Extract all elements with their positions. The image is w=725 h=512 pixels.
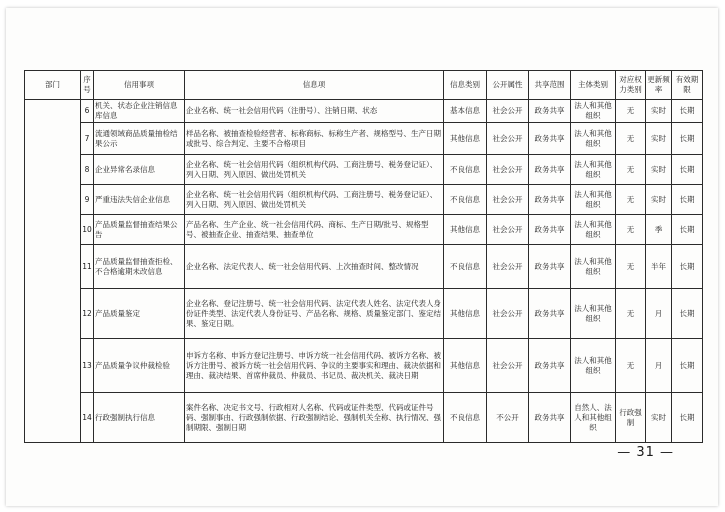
credit-item: 流通领域商品质量抽检结果公示 — [94, 123, 185, 155]
row-number: 13 — [81, 339, 94, 393]
credit-info-table — [24, 70, 703, 443]
info-category: 其他信息 — [444, 123, 487, 155]
credit-item: 产品质量监督抽查拒检、不合格逾期未改信息 — [94, 245, 185, 289]
share-scope: 政务共享 — [529, 215, 571, 245]
power-category: 无 — [616, 289, 646, 339]
table-row — [25, 155, 703, 185]
header-item: 信用事项 — [94, 71, 185, 100]
table-row — [25, 123, 703, 155]
share-scope: 政务共享 — [529, 245, 571, 289]
power-category: 无 — [616, 100, 646, 123]
header-freq: 更新频率 — [646, 71, 672, 100]
header-dept: 部门 — [25, 71, 81, 100]
info-items: 企业名称、法定代表人、统一社会信用代码、上次抽查时间、整改情况 — [185, 245, 444, 289]
valid-period: 长期 — [672, 123, 703, 155]
subject-category: 法人和其他组织 — [571, 215, 616, 245]
credit-item: 产品质量争议仲裁检验 — [94, 339, 185, 393]
share-scope: 政务共享 — [529, 155, 571, 185]
public-attribute: 社会公开 — [487, 289, 529, 339]
subject-category: 法人和其他组织 — [571, 123, 616, 155]
info-category: 不良信息 — [444, 155, 487, 185]
public-attribute: 社会公开 — [487, 185, 529, 215]
share-scope: 政务共享 — [529, 100, 571, 123]
credit-item: 严重违法失信企业信息 — [94, 185, 185, 215]
info-category: 基本信息 — [444, 100, 487, 123]
header-category: 信息类别 — [444, 71, 487, 100]
update-frequency: 月 — [646, 339, 672, 393]
table-row — [25, 339, 703, 393]
table-row — [25, 245, 703, 289]
credit-item: 企业异常名录信息 — [94, 155, 185, 185]
subject-category: 法人和其他组织 — [571, 100, 616, 123]
info-category: 不良信息 — [444, 185, 487, 215]
public-attribute: 社会公开 — [487, 123, 529, 155]
public-attribute: 社会公开 — [487, 339, 529, 393]
info-items: 申诉方名称、申诉方登记注册号、申诉方统一社会信用代码、被诉方名称、被诉方注册号、被诉方统一社会信用代码、争议的主要事实和理由、裁决依据和理由、裁决结果、首席仲裁员、仲裁员、书记员、裁决机关、裁决日期 — [185, 339, 444, 393]
credit-item: 产品质量监督抽查结果公告 — [94, 215, 185, 245]
power-category: 无 — [616, 215, 646, 245]
subject-category: 法人和其他组织 — [571, 155, 616, 185]
share-scope: 政务共享 — [529, 339, 571, 393]
valid-period: 长期 — [672, 393, 703, 443]
row-number: 7 — [81, 123, 94, 155]
info-items: 企业名称、统一社会信用代码（组织机构代码、工商注册号、税务登记证）、列入日期、列入原因、做出处罚机关 — [185, 155, 444, 185]
power-category: 行政强制 — [616, 393, 646, 443]
table-row — [25, 289, 703, 339]
table-row — [25, 393, 703, 443]
update-frequency: 实时 — [646, 123, 672, 155]
valid-period: 长期 — [672, 215, 703, 245]
public-attribute: 社会公开 — [487, 215, 529, 245]
info-category: 其他信息 — [444, 289, 487, 339]
document-page — [6, 8, 718, 506]
update-frequency: 实时 — [646, 393, 672, 443]
info-items: 案件名称、决定书文号、行政相对人名称、代码或证件类型、代码或证件号码、强制事由、行政强制依据、行政强制结论、强制机关全称、执行情况、强制期限、强制日期 — [185, 393, 444, 443]
row-number: 8 — [81, 155, 94, 185]
table-row — [25, 100, 703, 123]
subject-category: 自然人、法人和其他组织 — [571, 393, 616, 443]
credit-item: 机关、状态企业注销信息库信息 — [94, 100, 185, 123]
page-number: — 31 — — [617, 445, 674, 460]
power-category: 无 — [616, 245, 646, 289]
share-scope: 政务共享 — [529, 289, 571, 339]
update-frequency: 半年 — [646, 245, 672, 289]
subject-category: 法人和其他组织 — [571, 339, 616, 393]
info-items: 企业名称、统一社会信用代码（注册号）、注销日期、状态 — [185, 100, 444, 123]
update-frequency: 实时 — [646, 155, 672, 185]
info-category: 不良信息 — [444, 245, 487, 289]
valid-period: 长期 — [672, 185, 703, 215]
subject-category: 法人和其他组织 — [571, 185, 616, 215]
header-period: 有效期限 — [672, 71, 703, 100]
power-category: 无 — [616, 123, 646, 155]
info-category: 其他信息 — [444, 339, 487, 393]
dept-cell — [25, 100, 81, 443]
table-row — [25, 215, 703, 245]
valid-period: 长期 — [672, 100, 703, 123]
power-category: 无 — [616, 339, 646, 393]
header-power: 对应权力类别 — [616, 71, 646, 100]
info-items: 产品名称、生产企业、统一社会信用代码、商标、生产日期/批号、规格型号、被抽查企业、抽查结果、抽查单位 — [185, 215, 444, 245]
public-attribute: 社会公开 — [487, 245, 529, 289]
credit-item: 行政强制执行信息 — [94, 393, 185, 443]
info-category: 其他信息 — [444, 215, 487, 245]
header-row — [25, 71, 703, 100]
power-category: 无 — [616, 155, 646, 185]
valid-period: 长期 — [672, 155, 703, 185]
row-number: 14 — [81, 393, 94, 443]
header-no: 序号 — [81, 71, 94, 100]
header-public: 公开属性 — [487, 71, 529, 100]
update-frequency: 实时 — [646, 185, 672, 215]
share-scope: 政务共享 — [529, 123, 571, 155]
valid-period: 长期 — [672, 245, 703, 289]
info-category: 不良信息 — [444, 393, 487, 443]
row-number: 6 — [81, 100, 94, 123]
subject-category: 法人和其他组织 — [571, 289, 616, 339]
credit-item: 产品质量鉴定 — [94, 289, 185, 339]
valid-period: 长期 — [672, 339, 703, 393]
public-attribute: 社会公开 — [487, 100, 529, 123]
valid-period: 长期 — [672, 289, 703, 339]
update-frequency: 月 — [646, 289, 672, 339]
header-info: 信息项 — [185, 71, 444, 100]
header-subject: 主体类别 — [571, 71, 616, 100]
info-items: 样品名称、被抽查检验经营者、标称商标、标称生产者、规格型号、生产日期或批号、综合判定、主要不合格项目 — [185, 123, 444, 155]
share-scope: 政务共享 — [529, 185, 571, 215]
row-number: 12 — [81, 289, 94, 339]
info-items: 企业名称、统一社会信用代码（组织机构代码、工商注册号、税务登记证）、列入日期、列入原因、做出处罚机关 — [185, 185, 444, 215]
table-row — [25, 185, 703, 215]
update-frequency: 实时 — [646, 100, 672, 123]
power-category: 无 — [616, 185, 646, 215]
update-frequency: 季 — [646, 215, 672, 245]
public-attribute: 社会公开 — [487, 155, 529, 185]
subject-category: 法人和其他组织 — [571, 245, 616, 289]
row-number: 11 — [81, 245, 94, 289]
row-number: 9 — [81, 185, 94, 215]
share-scope: 政务共享 — [529, 393, 571, 443]
header-scope: 共享范围 — [529, 71, 571, 100]
row-number: 10 — [81, 215, 94, 245]
public-attribute: 不公开 — [487, 393, 529, 443]
info-items: 企业名称、登记注册号、统一社会信用代码、法定代表人姓名、法定代表人身份证件类型、法定代表人身份证号、产品名称、规格、质量鉴定部门、鉴定结果、鉴定日期。 — [185, 289, 444, 339]
